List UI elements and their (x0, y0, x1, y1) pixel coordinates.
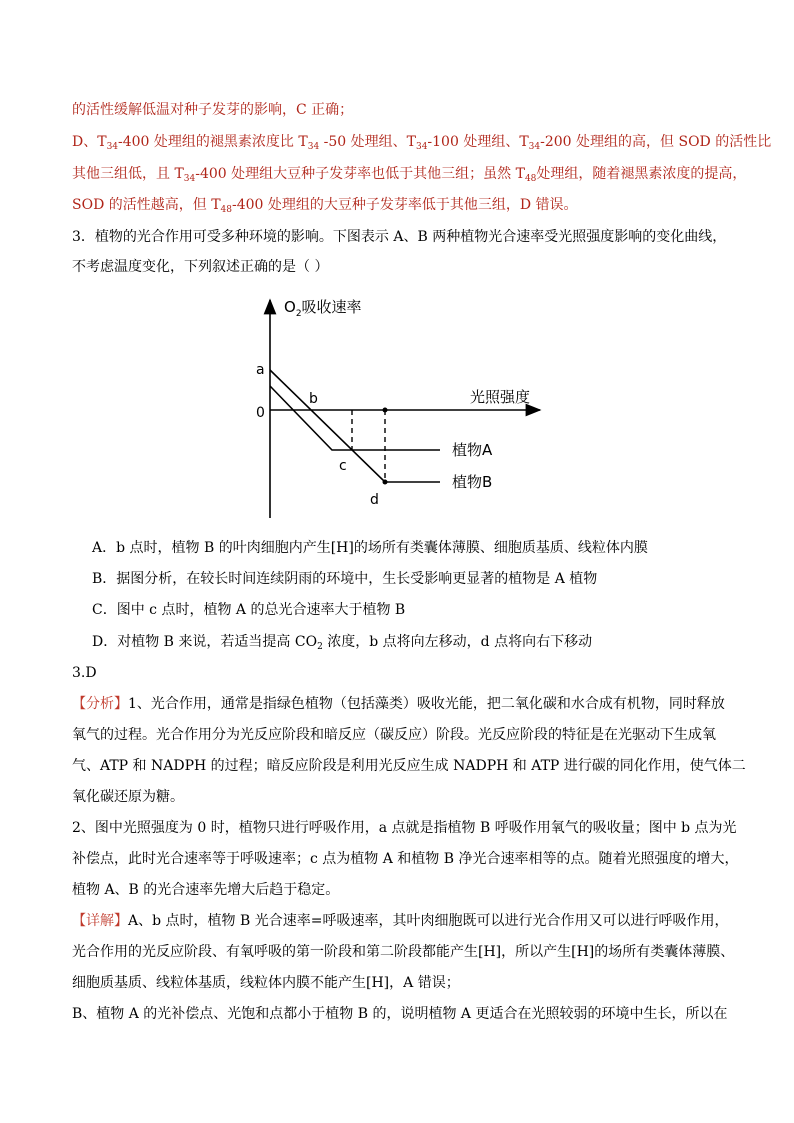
option-c: C．图中 c 点时，植物 A 的总光合速率大于植物 B (92, 602, 406, 618)
analysis-p2-line-2: 补偿点，此时光合速率等于呼吸速率；c 点为植物 A 和植物 B 净光合速率相等的点。随着光照强度的增大， (72, 851, 739, 867)
detail-tag: 【详解】 (72, 913, 128, 929)
question-line-1: 3．植物的光合作用可受多种环境的影响。下图表示 A、B 两种植物光合速率受光照强度影响的变化曲线， (72, 229, 727, 245)
origin-label: 0 (256, 405, 265, 421)
detail-p3-line-1: 【详解】A、b 点时，植物 B 光合速率=呼吸速率，其叶肉细胞既可以进行光合作用又可以进行呼吸作用， (72, 913, 729, 929)
x-axis-label: 光照强度 (470, 388, 531, 406)
prev-line-2: D、$T_{34}-400$ 处理组的褪黑素浓度比 $T_{34}$ -50 处理组、$T_{34}-100$ 处理组、$T_{34}-200$ 处理组的高，但 SOD 的活性比 (72, 134, 772, 152)
analysis-p1-line-4: 氧化碳还原为糖。 (72, 789, 184, 805)
analysis-p1-line-1: 【分析】1、光合作用，通常是指绿色植物（包括藻类）吸收光能，把二氧化碳和水合成有机物，同时释放 (72, 696, 725, 712)
point-label-c: c (339, 458, 347, 474)
analysis-p1-line-3: 气、ATP 和 NADPH 的过程；暗反应阶段是利用光反应生成 NADPH 和 ATP 进行碳的同化作用，使气体二 (72, 758, 746, 774)
option-a: A．b 点时，植物 B 的叶肉细胞内产生[H]的场所有类囊体薄膜、细胞质基质、线粒体内膜 (92, 540, 648, 556)
series-label-plant-b: 植物B (452, 473, 493, 491)
series-label-plant-a: 植物A (452, 441, 493, 459)
point-label-b: b (309, 391, 318, 407)
detail-p3-line-3: 细胞质基质、线粒体基质，线粒体内膜不能产生[H]，A 错误； (72, 975, 460, 991)
analysis-tag: 【分析】 (72, 696, 128, 712)
analysis-p2-line-1: 2、图中光照强度为 0 时，植物只进行呼吸作用，a 点就是指植物 B 呼吸作用氧气的吸收量；图中 b 点为光 (72, 820, 737, 836)
point-d-saturation (383, 480, 388, 485)
detail-p3-line-2: 光合作用的光反应阶段、有氧呼吸的第一阶段和第二阶段都能产生[H]，所以产生[H]的场所有类囊体薄膜、 (72, 944, 735, 960)
analysis-p2-line-3: 植物 A、B 的光合速率先增大后趋于稳定。 (72, 882, 340, 898)
question-line-2: 不考虑温度变化，下列叙述正确的是（ ） (72, 259, 329, 275)
detail-p4-line-1: B、植物 A 的光补偿点、光饱和点都小于植物 B 的，说明植物 A 更适合在光照较弱的环境中生长，所以在 (72, 1006, 728, 1022)
prev-line-3: 其他三组低，且 $T_{34}-400$ 处理组大豆种子发芽率也低于其他三组；虽然 $T_{48}$处理组，随着褪黑素浓度的提高， (72, 166, 747, 184)
series-line-plant-b (270, 370, 440, 482)
option-d: D．对植物 B 来说，若适当提高 $CO_2$ 浓度，b 点将向左移动，d 点将向右下移动 (92, 634, 593, 652)
point-label-a: a (256, 362, 265, 378)
option-b: B．据图分析，在较长时间连续阴雨的环境中，生长受影响更显著的植物是 A 植物 (92, 571, 598, 587)
answer: 3.D (72, 665, 97, 681)
analysis-p1-line-2: 氧气的过程。光合作用分为光反应阶段和暗反应（碳反应）阶段。光反应阶段的特征是在光驱动下生成氧 (72, 727, 716, 743)
y-axis-label: $O_2$吸收速率 (284, 298, 362, 319)
prev-line-1: 的活性缓解低温对种子发芽的影响，C 正确； (72, 102, 354, 118)
point-d-x-axis (383, 408, 388, 413)
photosynthesis-chart (240, 290, 560, 530)
point-label-d: d (370, 492, 379, 508)
prev-line-4: SOD 的活性越高，但 $T_{48}-400$ 处理组的大豆种子发芽率低于其他三组，D 错误。 (72, 197, 578, 215)
